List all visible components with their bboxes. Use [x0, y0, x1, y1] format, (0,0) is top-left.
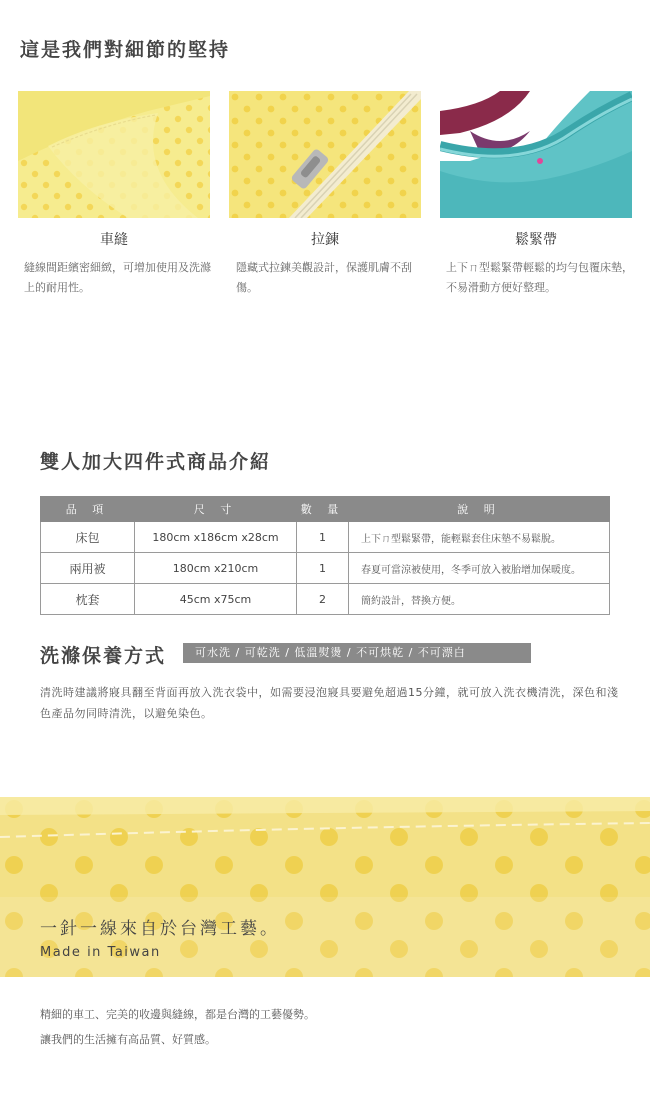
- cell-size: 180cm x186cm x28cm: [135, 522, 297, 553]
- spec-table: [40, 496, 610, 615]
- table-row: [41, 522, 610, 553]
- feature-desc-stitching: 縫線間距繽密細緻，可增加使用及洗滌上的耐用性。: [24, 261, 211, 294]
- cell-desc: 簡約設計，替換方便。: [349, 584, 610, 615]
- cell-item: 兩用被: [41, 553, 135, 584]
- product-intro-heading: 雙人加大四件式商品介紹: [40, 451, 272, 473]
- wash-care-heading: 洗滌保養方式: [40, 645, 167, 667]
- header-item: 品 項: [41, 497, 135, 522]
- footer-line-2: 讓我們的生活擁有高品質、好質感。: [40, 1033, 216, 1046]
- banner-subtitle: Made in Taiwan: [40, 945, 161, 960]
- detail-heading: 這是我們對細節的堅持: [20, 39, 231, 61]
- feature-desc-zipper: 隱藏式拉鍊美觀設計，保護肌膚不刮傷。: [236, 261, 412, 294]
- feature-title-stitching: 車縫: [100, 232, 128, 248]
- cell-size: 45cm x75cm: [135, 584, 297, 615]
- elastic-band-closeup-photo: [440, 91, 632, 218]
- header-size: 尺 寸: [135, 497, 297, 522]
- banner-title: 一針一線來自於台灣工藝。: [40, 919, 280, 939]
- header-qty: 數 量: [297, 497, 349, 522]
- table-row: [41, 584, 610, 615]
- table-row: [41, 553, 610, 584]
- cell-item: 床包: [41, 522, 135, 553]
- cell-size: 180cm x210cm: [135, 553, 297, 584]
- header-desc: 說 明: [349, 497, 610, 522]
- cell-qty: 1: [297, 553, 349, 584]
- stitching-closeup-photo: [18, 91, 210, 218]
- wash-care-text: 清洗時建議將寢具翻至背面再放入洗衣袋中，如需要浸泡寢具要避免超過15分鐘，就可放入洗衣機清洗，深色和淺色產品勿同時清洗，以避免染色。: [40, 686, 619, 720]
- feature-desc-elastic: 上下ㄇ型鬆緊帶輕鬆的均勻包覆床墊，不易滑動方便好整理。: [446, 261, 633, 294]
- cell-desc: 上下ㄇ型鬆緊帶，能輕鬆套住床墊不易鬆脫。: [349, 522, 610, 553]
- footer-text: [40, 1002, 315, 1052]
- made-in-taiwan-banner: [0, 797, 650, 977]
- cell-qty: 2: [297, 584, 349, 615]
- cell-qty: 1: [297, 522, 349, 553]
- zipper-closeup-photo: [229, 91, 421, 218]
- cell-desc: 春夏可當涼被使用，冬季可放入被胎增加保暖度。: [349, 553, 610, 584]
- wash-care-tags: 可水洗 / 可乾洗 / 低溫熨燙 / 不可烘乾 / 不可漂白: [183, 643, 531, 663]
- cell-item: 枕套: [41, 584, 135, 615]
- feature-title-zipper: 拉鍊: [311, 232, 339, 248]
- table-header-row: [41, 497, 610, 522]
- feature-title-elastic: 鬆緊帶: [515, 232, 557, 248]
- footer-line-1: 精細的車工、完美的收邊與縫線，都是台灣的工藝優勢。: [40, 1008, 315, 1021]
